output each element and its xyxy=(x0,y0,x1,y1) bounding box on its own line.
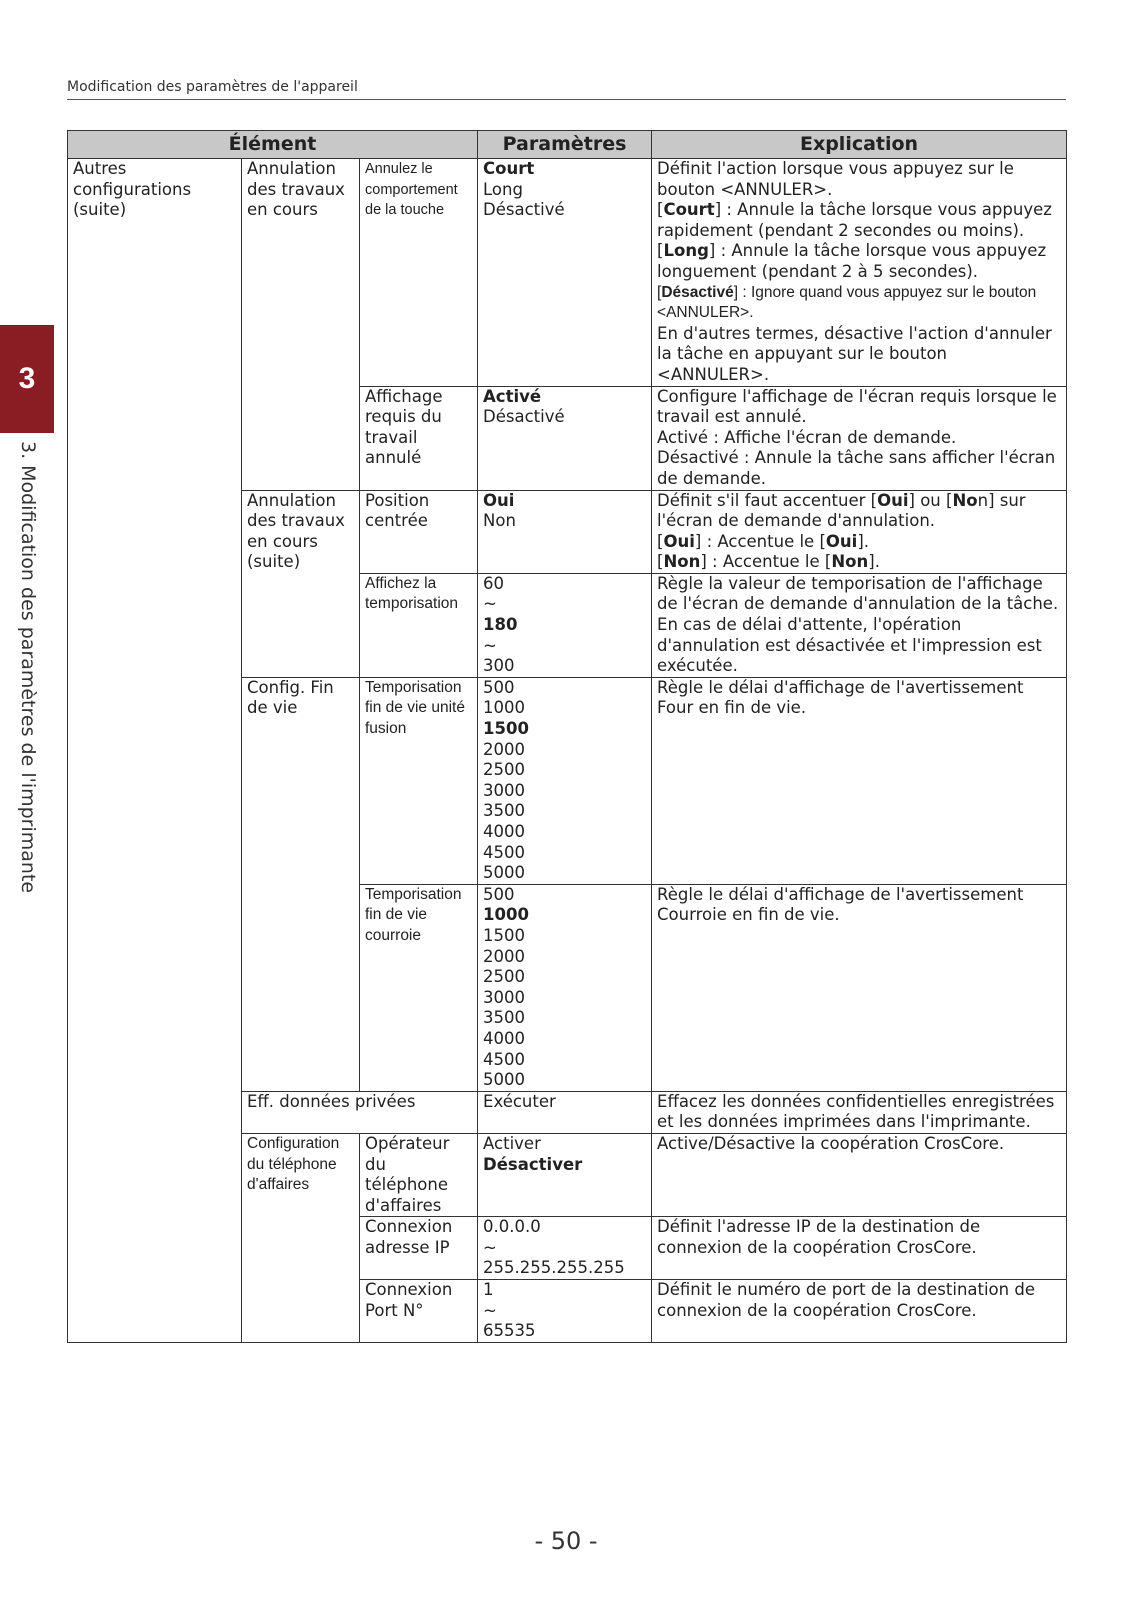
item-name: Annulez le comportement de la touche xyxy=(360,159,478,387)
item-name: Opérateur du téléphone d'affaires xyxy=(360,1133,478,1216)
explanation: Définit l'action lorsque vous appuyez sur le bouton <ANNULER>. [Court] : Annule la tâche lorsque vous appuyez rapidement (pendant 2 secondes ou moins). [Long] : Annule la tâche lorsque vous appuyez longuement (pendant 2 à 5 secondes). [Désactivé] : Ignore quand vous appuyez sur le bouton <ANNULER>. En d'autres termes, désactive l'action d'annuler la tâche en appuyant sur le bouton <ANNULER>. xyxy=(652,159,1067,387)
header-parametres: Paramètres xyxy=(478,131,652,159)
explanation: Définit s'il faut accentuer [Oui] ou [Non] sur l'écran de demande d'annulation. [Oui] : Accentue le [Oui]. [Non] : Accentue le [Non]. xyxy=(652,490,1067,573)
explanation: Règle le délai d'affichage de l'avertissement Courroie en fin de vie. xyxy=(652,884,1067,1091)
param-values: Activé Désactivé xyxy=(478,386,652,490)
explanation: Configure l'affichage de l'écran requis lorsque le travail est annulé. Activé : Affiche l'écran de demande. Désactivé : Annule la tâche sans afficher l'écran de demande. xyxy=(652,386,1067,490)
group-cell: Annulation des travaux en cours (suite) xyxy=(242,490,360,677)
explanation: Effacez les données confidentielles enregistrées et les données imprimées dans l'imprimante. xyxy=(652,1091,1067,1133)
explanation: Règle la valeur de temporisation de l'affichage de l'écran de demande d'annulation de la tâche. En cas de délai d'attente, l'opération d'annulation est désactivée et l'impression est exécutée. xyxy=(652,573,1067,677)
param-values: 500 1000 1500 2000 2500 3000 3500 4000 4500 5000 xyxy=(478,884,652,1091)
item-name: Connexion Port N° xyxy=(360,1280,478,1343)
param-values: 1 ~ 65535 xyxy=(478,1280,652,1343)
item-name: Temporisation fin de vie courroie xyxy=(360,884,478,1091)
item-name: Affichage requis du travail annulé xyxy=(360,386,478,490)
explanation: Règle le délai d'affichage de l'avertissement Four en fin de vie. xyxy=(652,677,1067,884)
header-rule xyxy=(67,99,1066,100)
settings-table xyxy=(67,130,1067,1343)
item-name: Temporisation fin de vie unité fusion xyxy=(360,677,478,884)
page-number: - 50 - xyxy=(534,1527,598,1555)
explanation: Active/Désactive la coopération CrosCore. xyxy=(652,1133,1067,1216)
param-values: Exécuter xyxy=(478,1091,652,1133)
item-name: Eff. données privées xyxy=(242,1091,478,1133)
explanation: Définit le numéro de port de la destination de connexion de la coopération CrosCore. xyxy=(652,1280,1067,1343)
param-values: Court Long Désactivé xyxy=(478,159,652,387)
running-header: Modification des paramètres de l'appareil xyxy=(67,79,358,95)
item-name: Affichez la temporisation xyxy=(360,573,478,677)
group-cell: Config. Fin de vie xyxy=(242,677,360,1091)
group-cell: Annulation des travaux en cours xyxy=(242,159,360,491)
param-values: 60 ~ 180 ~ 300 xyxy=(478,573,652,677)
explanation: Définit l'adresse IP de la destination de connexion de la coopération CrosCore. xyxy=(652,1217,1067,1280)
param-values: 500 1000 1500 2000 2500 3000 3500 4000 4500 5000 xyxy=(478,677,652,884)
header-element: Élément xyxy=(68,131,478,159)
group-cell: Configuration du téléphone d'affaires xyxy=(242,1133,360,1342)
header-explication: Explication xyxy=(652,131,1067,159)
param-values: Activer Désactiver xyxy=(478,1133,652,1216)
chapter-tab: 3 xyxy=(0,325,54,433)
chapter-side-title: 3. Modification des paramètres de l'imprimante xyxy=(17,441,39,894)
table-header-row xyxy=(68,131,1067,159)
param-values: Oui Non xyxy=(478,490,652,573)
category-cell: Autres configurations (suite) xyxy=(68,159,242,1343)
item-name: Connexion adresse IP xyxy=(360,1217,478,1280)
item-name: Position centrée xyxy=(360,490,478,573)
table-row xyxy=(68,159,1067,387)
param-values: 0.0.0.0 ~ 255.255.255.255 xyxy=(478,1217,652,1280)
